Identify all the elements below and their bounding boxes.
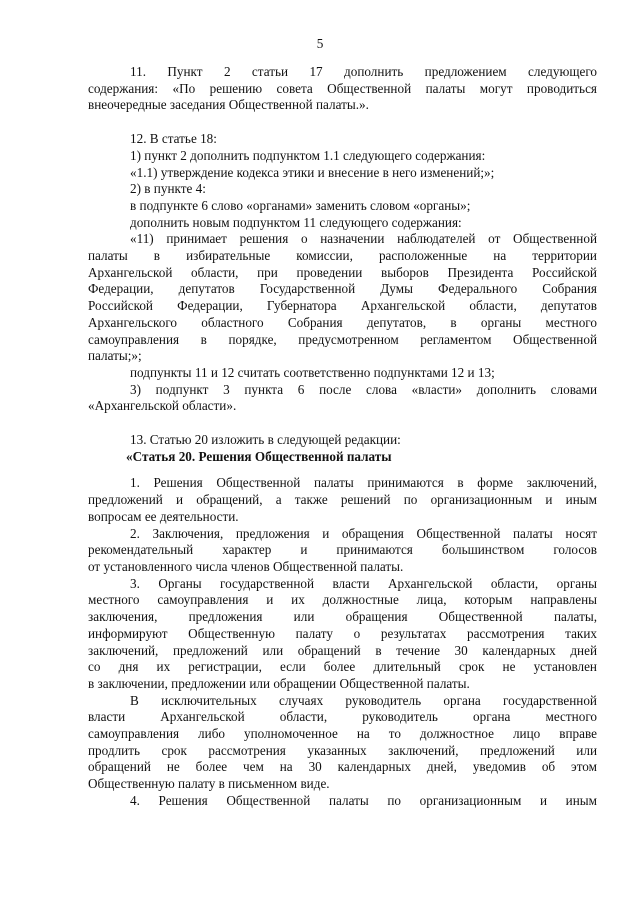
text-line: продлить срок рассмотрения указанных заключений, предложений или [88,742,597,758]
text-line: «Архангельской области». [88,398,237,414]
text-line: 1) пункт 2 дополнить подпунктом 1.1 следующего содержания: [130,147,486,163]
text-line: 3. Органы государственной власти Архангельской области, органы [130,575,597,591]
text-line: Архангельской области, при проведении выборов Президента Российской [88,264,597,280]
text-line: 2) в пункте 4: [130,181,206,197]
text-line: Федерации, депутатов Государственной Думы Федерального Собрания [88,281,597,297]
text-line: внеочередные заседания Общественной палаты.». [88,97,369,113]
text-line: «1.1) утверждение кодекса этики и внесение в него изменений;»; [130,164,495,180]
text-line: предложений и обращений, а также решений по организационным и иным [88,492,597,508]
text-line: самоуправления либо уполномоченное на то должностное лицо вправе [88,726,597,742]
text-line: Общественную палату в письменном виде. [88,776,330,792]
text-line: 3) подпункт 3 пункта 6 после слова «власти» дополнить словами [130,381,597,397]
text-line: палаты в избирательные комиссии, расположенные на территории [88,248,597,264]
text-line: вопросам ее деятельности. [88,508,239,524]
text-line: заключения, предложения или обращения Общественной палаты, [88,609,597,625]
text-line: обращений не более чем на 30 календарных дней, уведомив об этом [88,759,597,775]
text-line: местного самоуправления и их должностные лица, которым направлены [88,592,597,608]
item-11 [88,64,597,114]
text-line: Архангельского областного Собрания депутатов, в органы местного [88,314,597,330]
text-line: содержания: «По решению совета Общественной палаты могут проводиться [88,80,597,96]
text-line: 2. Заключения, предложения и обращения Общественной палаты носят [130,525,597,541]
text-line: «11) принимает решения о назначении наблюдателей от Общественной [130,231,597,247]
item-12 [88,131,597,415]
item-13 [88,432,597,809]
text-line: информируют Общественную палату о результатах рассмотрения таких [88,625,597,641]
paragraph-5 [88,793,597,810]
text-line: рекомендательный характер и принимаются большинством голосов [88,542,597,558]
text-line: 11. Пункт 2 статьи 17 дополнить предложением следующего [130,64,597,79]
text-line: 13. Статью 20 изложить в следующей редакции: [130,432,401,448]
paragraph-2 [88,526,597,576]
text-line: 12. В статье 18: [130,131,217,147]
text-line: В исключительных случаях руководитель органа государственной [130,692,597,708]
paragraph-1 [88,475,597,525]
text-line: палаты;»; [88,348,142,364]
text-line: 4. Решения Общественной палаты по организационным и иным [130,792,597,808]
paragraph-4 [88,693,597,793]
text-line: со дня их регистрации, если более длительный срок не установлен [88,659,597,675]
text-line: в заключении, предложении или обращении Общественной палаты. [88,675,470,691]
document-body [88,64,597,810]
text-line: 1. Решения Общественной палаты принимаются в форме заключений, [130,475,597,491]
article-heading: «Статья 20. Решения Общественной палаты [126,448,392,464]
text-line: Российской Федерации, Губернатора Архангельской области, депутатов [88,298,597,314]
text-line: дополнить новым подпунктом 11 следующего содержания: [130,214,462,230]
text-line: в подпункте 6 слово «органами» заменить словом «органы»; [130,197,471,213]
text-line: самоуправления в порядке, предусмотренном регламентом Общественной [88,331,597,347]
text-line: заключений, предложений или обращений в течение 30 календарных дней [88,642,597,658]
paragraph-3 [88,576,597,693]
text-line: от установленного числа членов Общественной палаты. [88,558,404,574]
page-number: 5 [316,36,324,51]
text-line: подпункты 11 и 12 считать соответственно подпунктами 12 и 13; [130,364,495,380]
text-line: власти Архангельской области, руководитель органа местного [88,709,597,725]
